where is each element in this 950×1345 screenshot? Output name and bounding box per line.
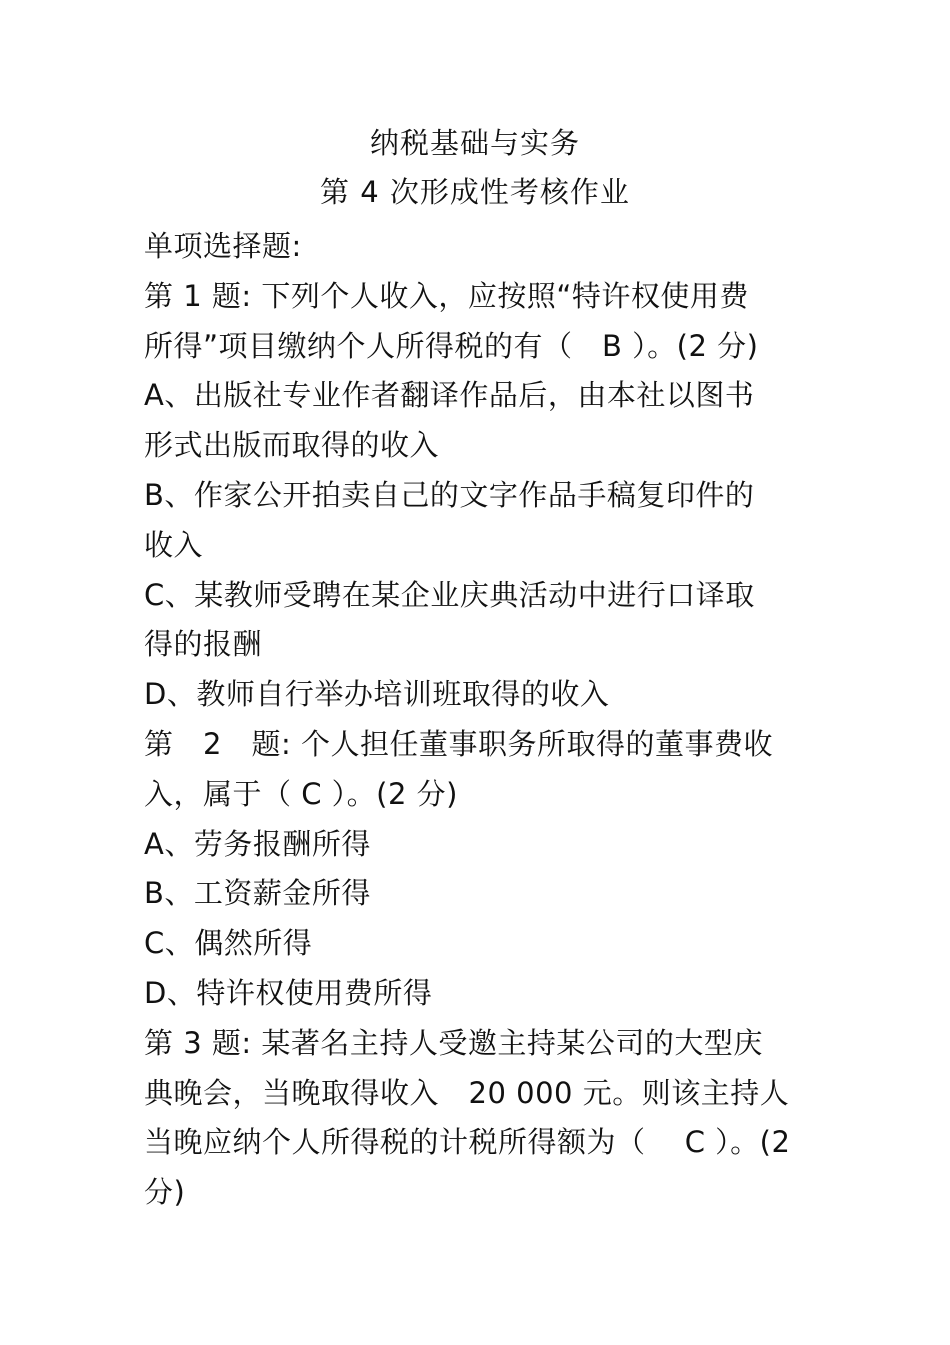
question-2-option-a: A、劳务报酬所得 (144, 826, 371, 861)
question-1-option-c: 得的报酬 (144, 627, 263, 662)
question-3-text: 当晚应纳个人所得税的计税所得额为（ C ）。(2 (144, 1125, 791, 1160)
question-1-option-d: D、教师自行举办培训班取得的收入 (144, 677, 610, 712)
question-2-option-d: D、特许权使用费所得 (144, 975, 433, 1010)
section-heading: 单项选择题: (144, 229, 302, 263)
question-2-text: 入，属于（ C ）。(2 分) (144, 776, 458, 811)
question-2-option-c: C、偶然所得 (144, 926, 313, 961)
document-body (144, 222, 824, 1218)
question-1-option-a: A、出版社专业作者翻译作品后，由本社以图书 (144, 378, 755, 413)
question-1-text: 所得”项目缴纳个人所得税的有（ B ）。(2 分) (144, 328, 759, 363)
document-title: 纳税基础与实务 (369, 126, 580, 160)
question-1-option-b: B、作家公开拍卖自己的文字作品手稿复印件的 (144, 477, 755, 512)
question-1-option-b: 收入 (144, 527, 204, 562)
question-3-text: 分) (144, 1175, 186, 1210)
question-1-option-a: 形式出版而取得的收入 (144, 428, 440, 463)
question-1-option-c: C、某教师受聘在某企业庆典活动中进行口译取 (144, 577, 755, 612)
question-3-text: 第 3 题: 某著名主持人受邀主持某公司的大型庆 (144, 1025, 763, 1060)
question-2-text: 第 2 题: 个人担任董事职务所取得的董事费收 (144, 726, 773, 761)
question-2-option-b: B、工资薪金所得 (144, 876, 371, 911)
question-3-text: 典晚会，当晚取得收入 20 000 元。则该主持人 (144, 1075, 790, 1110)
document-subtitle: 第 4 次形成性考核作业 (320, 175, 630, 209)
question-1-text: 第 1 题: 下列个人收入，应按照“特许权使用费 (144, 278, 749, 313)
